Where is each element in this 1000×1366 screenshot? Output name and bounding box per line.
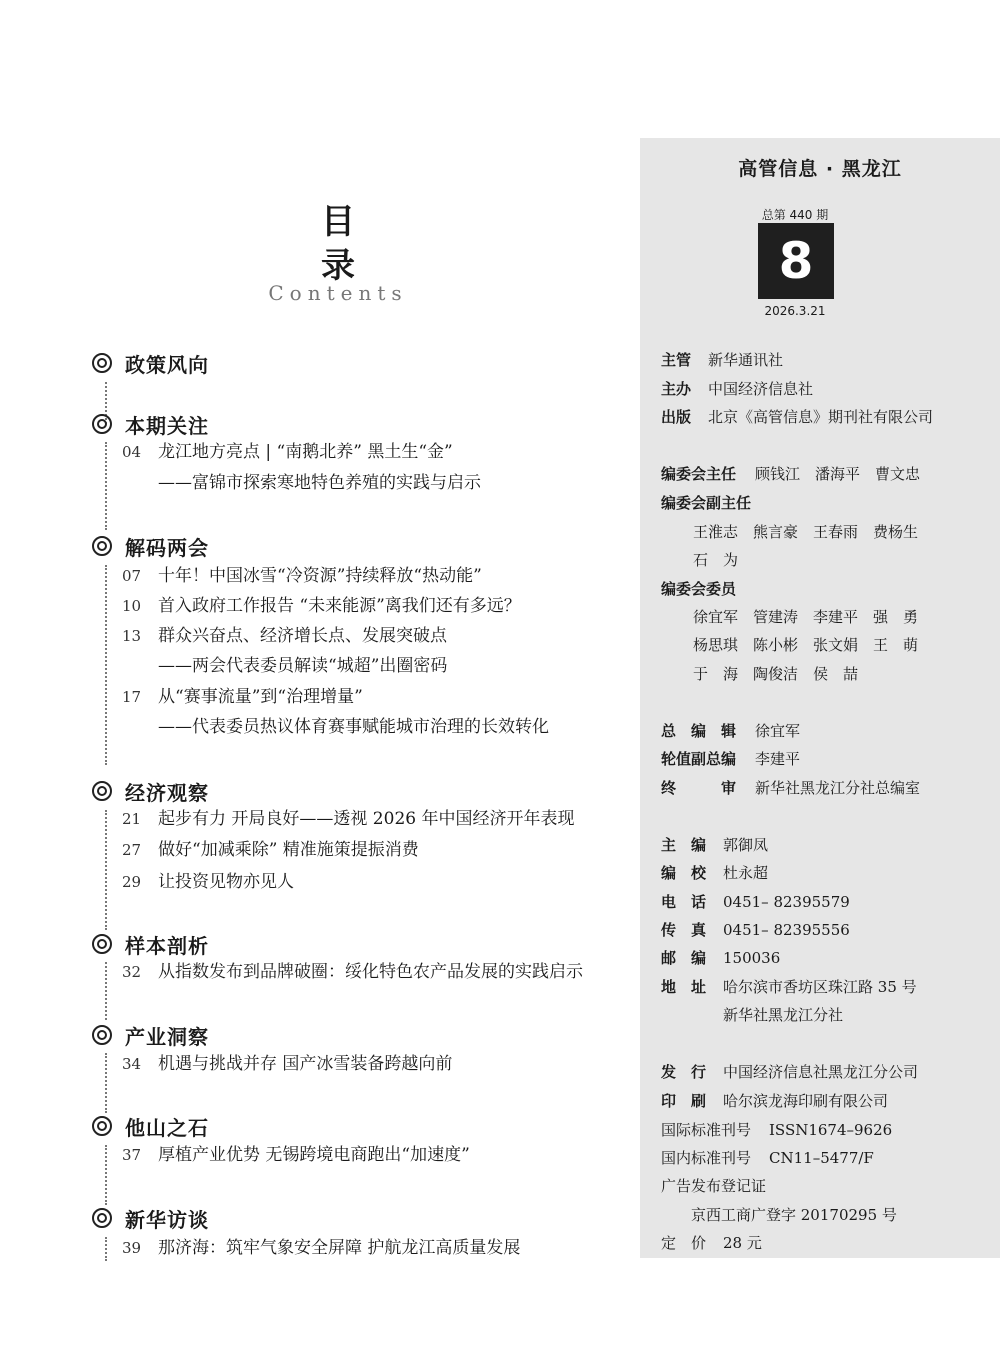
masthead-row: 印 刷 哈尔滨龙海印刷有限公司	[661, 1092, 889, 1110]
section-heading[interactable]	[92, 1110, 209, 1142]
circle-bullet-icon	[92, 934, 112, 954]
toc-entry[interactable]	[122, 839, 419, 861]
section-title: 产业洞察	[125, 1024, 209, 1049]
entry-subtitle: ——两会代表委员解读“城超”出圈密码	[158, 656, 448, 676]
entry-subtitle: ——富锦市探索寒地特色养殖的实践与启示	[158, 473, 481, 493]
masthead-row: 轮值副总编 李建平	[661, 750, 801, 768]
section-title: 政策风向	[125, 352, 209, 377]
issue-number-badge: 8	[758, 223, 834, 299]
toc-entry[interactable]	[122, 1237, 520, 1259]
circle-bullet-icon	[92, 1116, 112, 1136]
toc-entry[interactable]	[122, 441, 453, 463]
masthead-row: 徐宜军 管建涛 李建平 强 勇	[693, 608, 919, 626]
toc-entry[interactable]	[122, 595, 521, 617]
title-en: Contents	[268, 281, 408, 305]
section-title: 样本剖析	[125, 933, 209, 958]
page-number: 39	[122, 1239, 142, 1257]
toc-entry[interactable]	[122, 1053, 452, 1075]
circle-bullet-icon	[92, 1208, 112, 1228]
page-number: 07	[122, 567, 142, 585]
masthead-row: 主办 中国经济信息社	[661, 380, 814, 398]
toc-title	[268, 200, 408, 304]
masthead-row: 编委会委员	[661, 580, 737, 598]
masthead-row: 杨思琪 陈小彬 张文娟 王 萌	[693, 636, 919, 654]
masthead-row: 终 审 新华社黑龙江分社总编室	[661, 779, 921, 797]
masthead-row: 定 价 28 元	[661, 1234, 762, 1252]
masthead-row: 国际标准刊号 ISSN1674–9626	[661, 1121, 893, 1139]
page-number: 13	[122, 627, 142, 645]
masthead-row: 邮 编 150036	[661, 949, 781, 967]
section-heading[interactable]	[92, 928, 209, 960]
entry-title: 厚植产业优势 无锡跨境电商跑出“加速度”	[158, 1145, 470, 1165]
masthead-row: 发 行 中国经济信息社黑龙江分公司	[661, 1063, 919, 1081]
entry-title: 龙江地方亮点 | “南鹅北养” 黑土生“金”	[158, 442, 453, 462]
page-number: 29	[122, 873, 142, 891]
circle-bullet-icon	[92, 414, 112, 434]
masthead-row: 于 海 陶俊洁 侯 喆	[693, 665, 859, 683]
masthead-row: 京西工商广登字 20170295 号	[691, 1206, 897, 1224]
entry-title: 从指数发布到品牌破圈：绥化特色农产品发展的实践启示	[158, 962, 583, 982]
dotted-divider	[105, 1145, 107, 1205]
page-number: 17	[122, 688, 142, 706]
section-title: 新华访谈	[125, 1207, 209, 1232]
dotted-divider	[105, 565, 107, 765]
toc-entry[interactable]	[122, 565, 482, 587]
entry-title: 首入政府工作报告 “未来能源”离我们还有多远？	[158, 596, 521, 616]
entry-title: 那济海：筑牢气象安全屏障 护航龙江高质量发展	[158, 1238, 521, 1258]
masthead-row: 传 真 0451– 82395556	[661, 921, 850, 939]
masthead-row: 主管 新华通讯社	[661, 351, 784, 369]
page-number: 34	[122, 1055, 142, 1073]
masthead-row: 编委会副主任	[661, 494, 752, 512]
entry-title: 群众兴奋点、经济增长点、发展突破点	[158, 626, 447, 646]
masthead-row: 石 为	[693, 551, 739, 569]
section-title: 经济观察	[125, 780, 209, 805]
circle-bullet-icon	[92, 353, 112, 373]
section-heading[interactable]	[92, 347, 209, 379]
title-cn: 目 录	[321, 202, 381, 286]
magazine-title: 高管信息 · 黑龙江	[738, 158, 902, 180]
entry-title: 让投资见物亦见人	[158, 872, 294, 892]
section-title: 本期关注	[125, 413, 209, 438]
dotted-divider	[105, 1053, 107, 1113]
page-number: 27	[122, 841, 142, 859]
toc-entry[interactable]	[122, 961, 583, 983]
page-number: 32	[122, 963, 142, 981]
section-heading[interactable]	[92, 530, 209, 562]
dotted-divider	[105, 962, 107, 1020]
masthead-row: 编 校 杜永超	[661, 864, 769, 882]
issue-date: 2026.3.21	[764, 304, 826, 318]
section-heading[interactable]	[92, 775, 209, 807]
entry-title: 机遇与挑战并存 国产冰雪装备跨越向前	[158, 1054, 453, 1074]
toc-entry[interactable]	[122, 625, 447, 647]
masthead-row: 出版 北京《高管信息》期刊社有限公司	[661, 408, 934, 426]
circle-bullet-icon	[92, 781, 112, 801]
section-heading[interactable]	[92, 408, 209, 440]
page-number: 04	[122, 443, 142, 461]
masthead-row: 广告发布登记证	[661, 1177, 767, 1195]
entry-title: 十年！中国冰雪“冷资源”持续释放“热动能”	[158, 566, 482, 586]
total-issue: 总第 440 期	[761, 208, 829, 222]
dotted-divider	[105, 1237, 107, 1261]
page-number: 21	[122, 810, 142, 828]
masthead-row: 电 话 0451– 82395579	[661, 893, 850, 911]
page-number: 37	[122, 1146, 142, 1164]
entry-title: 从“赛事流量”到“治理增量”	[158, 687, 363, 707]
masthead-row: 地 址 哈尔滨市香坊区珠江路 35 号	[661, 978, 917, 996]
masthead-row: 新华社黑龙江分社	[723, 1006, 844, 1024]
entry-title: 起步有力 开局良好——透视 2026 年中国经济开年表现	[158, 809, 575, 829]
section-title: 解码两会	[125, 535, 209, 560]
toc-entry[interactable]	[122, 871, 294, 893]
masthead-row: 编委会主任 顾钱江 潘海平 曹文忠	[661, 465, 921, 483]
masthead-row: 王淮志 熊言豪 王春雨 费杨生	[693, 523, 919, 541]
page-number: 10	[122, 597, 142, 615]
section-title: 他山之石	[125, 1115, 209, 1140]
masthead-panel	[640, 138, 1000, 1258]
entry-subtitle: ——代表委员热议体育赛事赋能城市治理的长效转化	[158, 717, 549, 737]
masthead-row: 主 编 郭御凤	[661, 836, 769, 854]
section-heading[interactable]	[92, 1019, 209, 1051]
entry-title: 做好“加减乘除” 精准施策提振消费	[158, 840, 419, 860]
dotted-divider	[105, 442, 107, 530]
masthead-row: 国内标准刊号 CN11–5477/F	[661, 1149, 874, 1167]
toc-entry[interactable]	[122, 1144, 470, 1166]
toc-entry[interactable]	[122, 686, 363, 708]
toc-entry[interactable]	[122, 808, 574, 830]
circle-bullet-icon	[92, 536, 112, 556]
masthead-row: 总 编 辑 徐宜军	[661, 722, 801, 740]
circle-bullet-icon	[92, 1025, 112, 1045]
section-heading[interactable]	[92, 1202, 209, 1234]
dotted-divider	[105, 810, 107, 930]
